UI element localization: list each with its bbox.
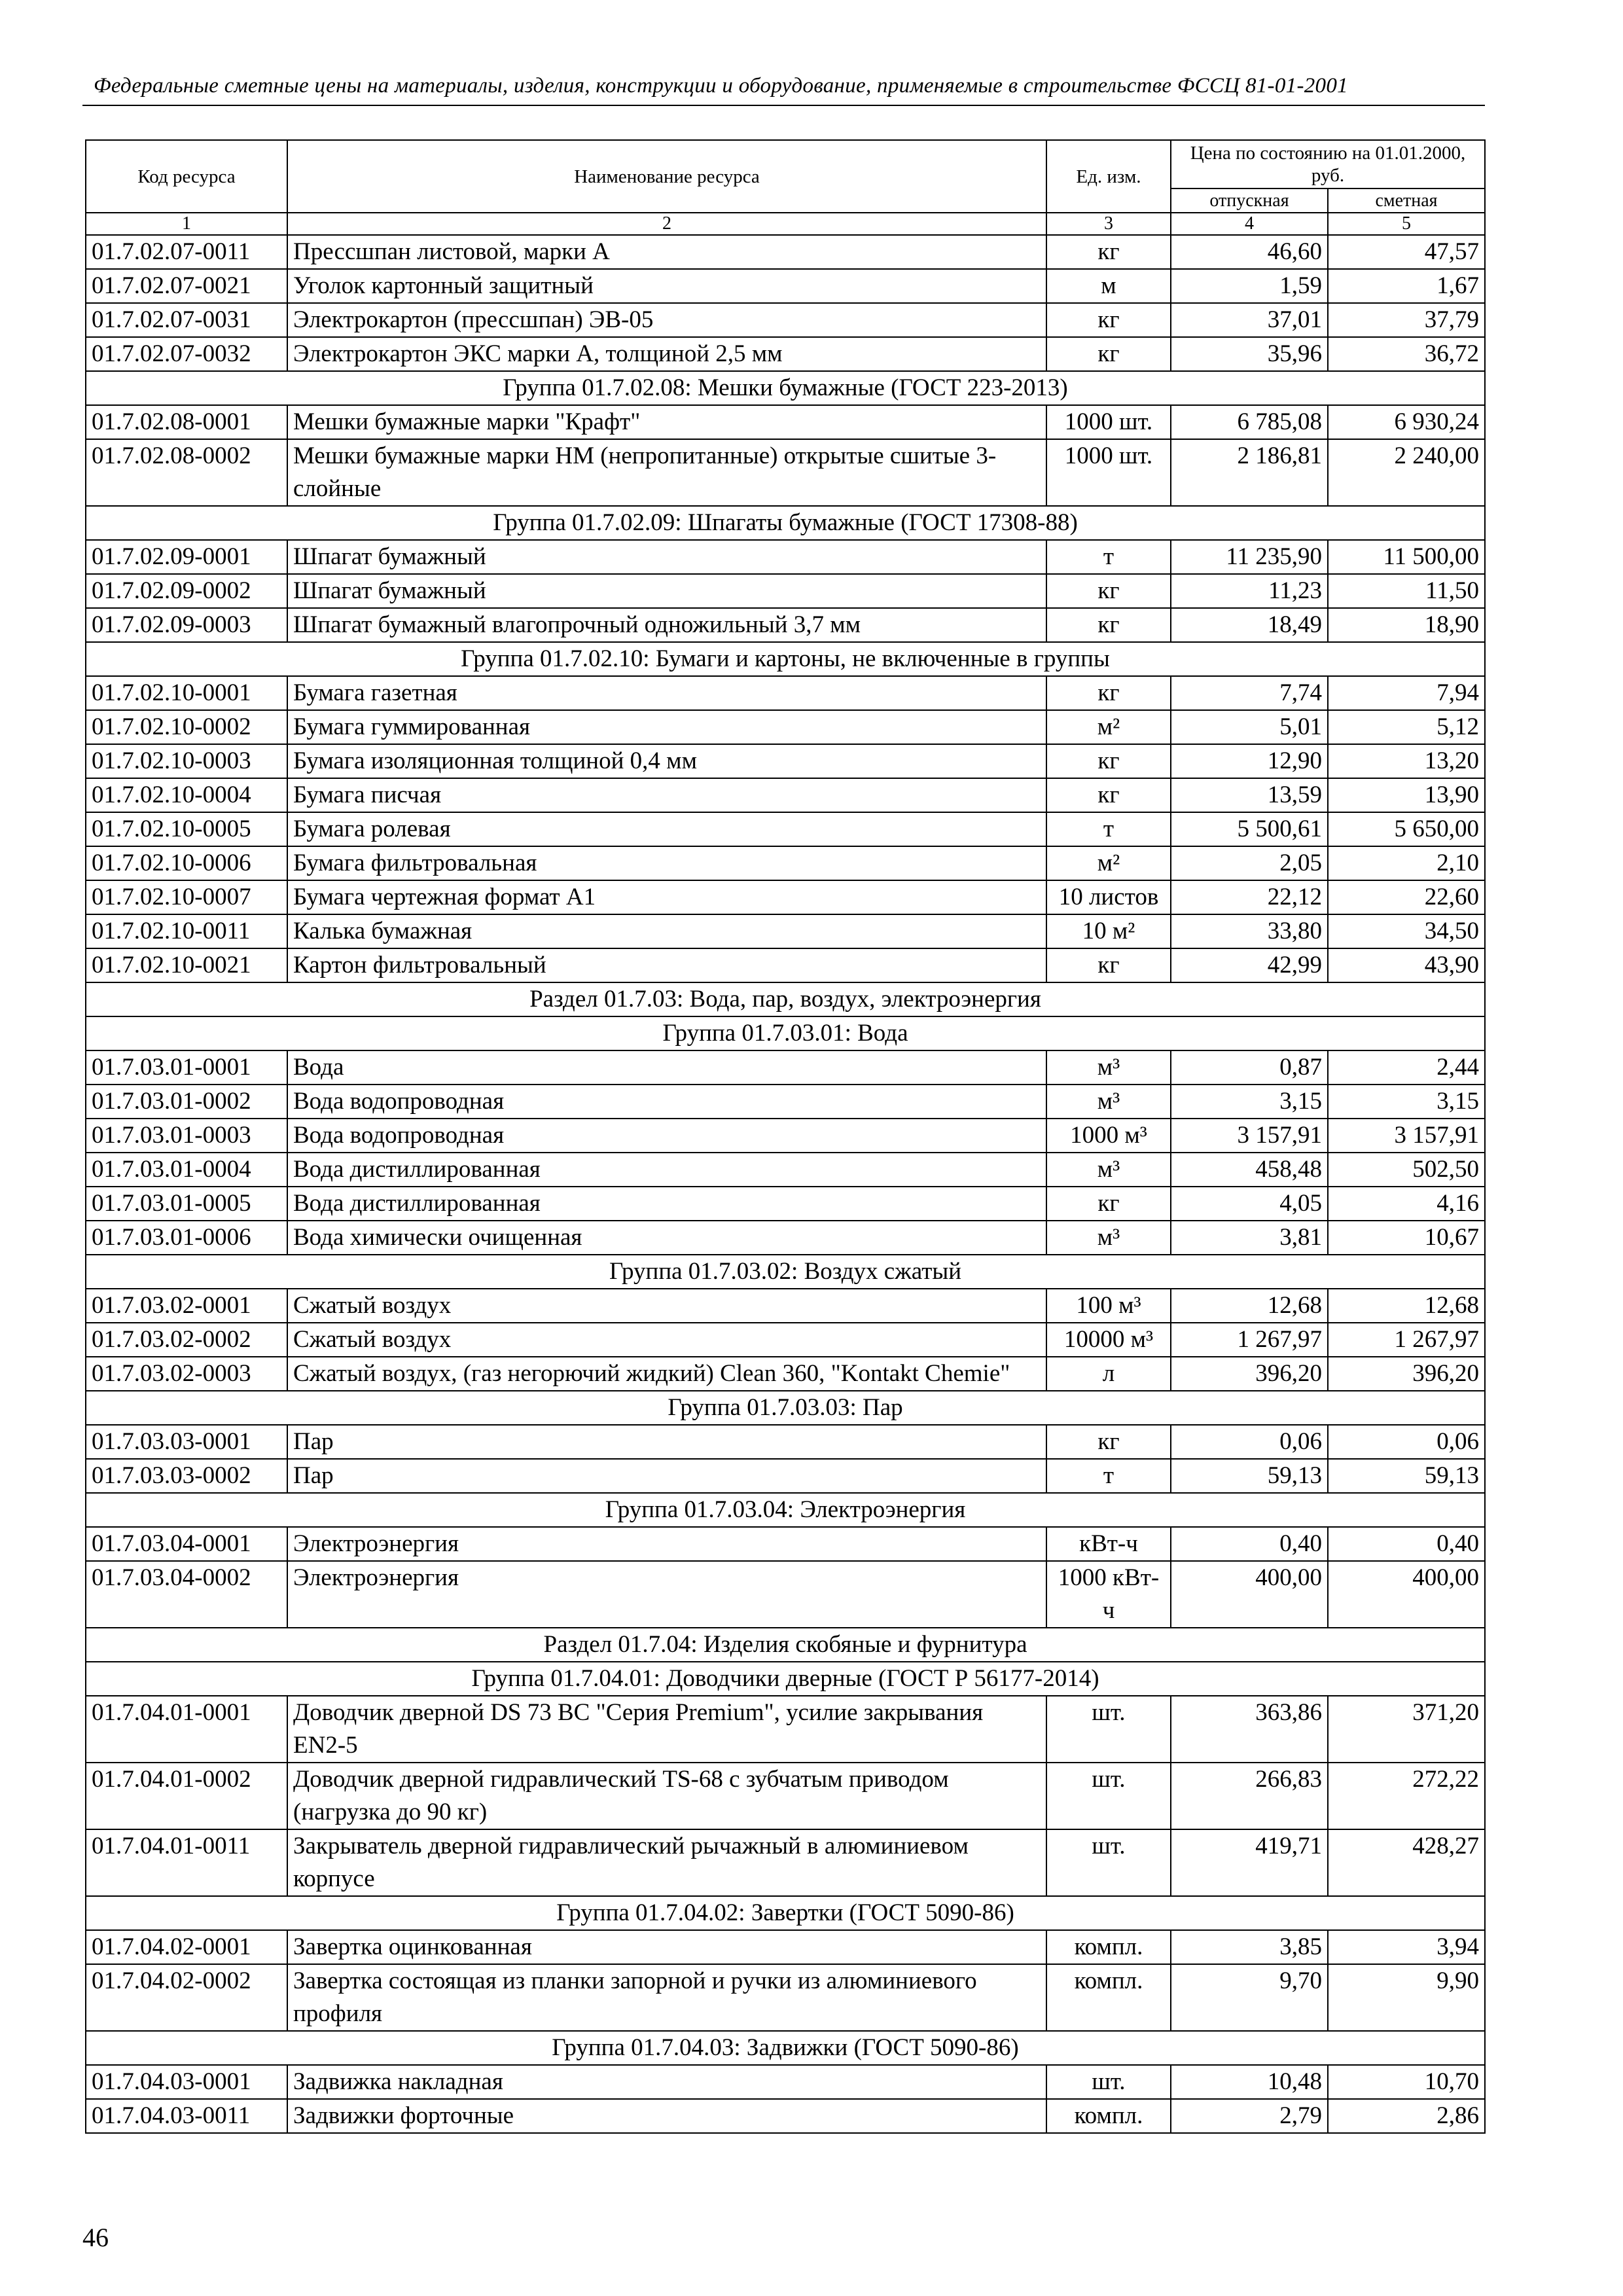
table-row: [86, 1964, 1485, 2031]
cell-name: Вода дистиллированная: [287, 1187, 1046, 1221]
table-row: [86, 1459, 1485, 1493]
cell-unit: м³: [1046, 1050, 1171, 1085]
cell-estimate-price: 2,44: [1328, 1050, 1485, 1085]
table-row: [86, 948, 1485, 982]
table-row: [86, 710, 1485, 744]
cell-code: 01.7.02.10-0011: [86, 914, 287, 948]
group-row: [86, 1255, 1485, 1289]
section-title: Раздел 01.7.03: Вода, пар, воздух, электроэнергия: [86, 982, 1485, 1016]
table-row: [86, 2065, 1485, 2099]
cell-unit: 1000 шт.: [1046, 405, 1171, 439]
cell-release-price: 0,40: [1171, 1527, 1328, 1561]
running-header: Федеральные сметные цены на материалы, изделия, конструкции и оборудование, применяемые в строительстве ФССЦ 81-01-2001: [94, 74, 1348, 98]
cell-estimate-price: 10,70: [1328, 2065, 1485, 2099]
cell-release-price: 37,01: [1171, 303, 1328, 337]
cell-release-price: 0,87: [1171, 1050, 1328, 1085]
header-rule: [82, 105, 1485, 106]
cell-unit: м: [1046, 269, 1171, 303]
cell-estimate-price: 502,50: [1328, 1153, 1485, 1187]
table-row: [86, 744, 1485, 778]
cell-release-price: 7,74: [1171, 676, 1328, 710]
cell-name: Доводчик дверной гидравлический TS-68 с зубчатым приводом (нагрузка до 90 кг): [287, 1763, 1046, 1829]
cell-release-price: 400,00: [1171, 1561, 1328, 1628]
cell-release-price: 11,23: [1171, 574, 1328, 608]
cell-name: Пар: [287, 1459, 1046, 1493]
cell-name: Задвижка накладная: [287, 2065, 1046, 2099]
group-title: Группа 01.7.03.04: Электроэнергия: [86, 1493, 1485, 1527]
cell-code: 01.7.03.03-0001: [86, 1425, 287, 1459]
table-row: [86, 540, 1485, 574]
cell-unit: м²: [1046, 846, 1171, 880]
cell-name: Мешки бумажные марки НМ (непропитанные) открытые сшитые 3-слойные: [287, 439, 1046, 506]
cell-code: 01.7.02.08-0002: [86, 439, 287, 506]
cell-code: 01.7.04.01-0002: [86, 1763, 287, 1829]
cell-name: Бумага писчая: [287, 778, 1046, 812]
column-number: 5: [1328, 213, 1485, 235]
table-row: [86, 1050, 1485, 1085]
cell-estimate-price: 4,16: [1328, 1187, 1485, 1221]
cell-name: Бумага гуммированная: [287, 710, 1046, 744]
cell-release-price: 22,12: [1171, 880, 1328, 914]
group-row: [86, 1391, 1485, 1425]
cell-code: 01.7.02.09-0003: [86, 608, 287, 642]
cell-release-price: 419,71: [1171, 1829, 1328, 1896]
group-row: [86, 1016, 1485, 1050]
cell-estimate-price: 400,00: [1328, 1561, 1485, 1628]
cell-code: 01.7.03.02-0003: [86, 1357, 287, 1391]
table-row: [86, 235, 1485, 269]
table-row: [86, 880, 1485, 914]
header-code: Код ресурса: [86, 140, 287, 213]
cell-code: 01.7.04.03-0001: [86, 2065, 287, 2099]
cell-release-price: 33,80: [1171, 914, 1328, 948]
cell-unit: кг: [1046, 574, 1171, 608]
cell-name: Калька бумажная: [287, 914, 1046, 948]
cell-unit: компл.: [1046, 1930, 1171, 1964]
group-row: [86, 1896, 1485, 1930]
cell-unit: кг: [1046, 948, 1171, 982]
group-title: Группа 01.7.02.08: Мешки бумажные (ГОСТ 223-2013): [86, 371, 1485, 405]
table-row: [86, 303, 1485, 337]
column-number: 4: [1171, 213, 1328, 235]
group-title: Группа 01.7.02.10: Бумаги и картоны, не включенные в группы: [86, 642, 1485, 676]
cell-release-price: 3 157,91: [1171, 1119, 1328, 1153]
group-row: [86, 371, 1485, 405]
cell-estimate-price: 13,90: [1328, 778, 1485, 812]
cell-estimate-price: 3,15: [1328, 1085, 1485, 1119]
header-price: Цена по состоянию на 01.01.2000, руб.: [1171, 140, 1485, 188]
table-row: [86, 1085, 1485, 1119]
cell-code: 01.7.02.10-0006: [86, 846, 287, 880]
cell-estimate-price: 3 157,91: [1328, 1119, 1485, 1153]
table-row: [86, 269, 1485, 303]
table-row: [86, 846, 1485, 880]
table-row: [86, 1153, 1485, 1187]
cell-unit: кг: [1046, 608, 1171, 642]
cell-unit: кг: [1046, 303, 1171, 337]
cell-name: Завертка состоящая из планки запорной и ручки из алюминиевого профиля: [287, 1964, 1046, 2031]
cell-estimate-price: 12,68: [1328, 1289, 1485, 1323]
table-row: [86, 914, 1485, 948]
cell-unit: кг: [1046, 778, 1171, 812]
cell-code: 01.7.02.09-0002: [86, 574, 287, 608]
cell-estimate-price: 272,22: [1328, 1763, 1485, 1829]
cell-name: Бумага ролевая: [287, 812, 1046, 846]
cell-estimate-price: 18,90: [1328, 608, 1485, 642]
table-row: [86, 1696, 1485, 1763]
cell-release-price: 13,59: [1171, 778, 1328, 812]
table-row: [86, 778, 1485, 812]
cell-unit: кг: [1046, 1187, 1171, 1221]
cell-unit: 1000 м³: [1046, 1119, 1171, 1153]
cell-release-price: 42,99: [1171, 948, 1328, 982]
cell-release-price: 363,86: [1171, 1696, 1328, 1763]
cell-name: Задвижки форточные: [287, 2099, 1046, 2133]
cell-estimate-price: 5,12: [1328, 710, 1485, 744]
table-header: [86, 140, 1485, 235]
cell-code: 01.7.03.01-0005: [86, 1187, 287, 1221]
cell-code: 01.7.03.01-0002: [86, 1085, 287, 1119]
cell-estimate-price: 1 267,97: [1328, 1323, 1485, 1357]
cell-unit: л: [1046, 1357, 1171, 1391]
cell-estimate-price: 0,40: [1328, 1527, 1485, 1561]
cell-unit: 10 м²: [1046, 914, 1171, 948]
table-row: [86, 574, 1485, 608]
cell-name: Вода водопроводная: [287, 1119, 1046, 1153]
group-title: Группа 01.7.04.03: Задвижки (ГОСТ 5090-86): [86, 2031, 1485, 2065]
table-row: [86, 405, 1485, 439]
cell-code: 01.7.04.01-0001: [86, 1696, 287, 1763]
cell-estimate-price: 10,67: [1328, 1221, 1485, 1255]
cell-unit: шт.: [1046, 1696, 1171, 1763]
group-row: [86, 642, 1485, 676]
cell-unit: т: [1046, 812, 1171, 846]
cell-estimate-price: 7,94: [1328, 676, 1485, 710]
cell-name: Электрокартон ЭКС марки А, толщиной 2,5 мм: [287, 337, 1046, 371]
cell-name: Шпагат бумажный: [287, 540, 1046, 574]
cell-estimate-price: 0,06: [1328, 1425, 1485, 1459]
cell-estimate-price: 36,72: [1328, 337, 1485, 371]
group-title: Группа 01.7.03.02: Воздух сжатый: [86, 1255, 1485, 1289]
cell-unit: 100 м³: [1046, 1289, 1171, 1323]
cell-unit: компл.: [1046, 1964, 1171, 2031]
cell-release-price: 2 186,81: [1171, 439, 1328, 506]
table-row: [86, 1829, 1485, 1896]
cell-release-price: 3,85: [1171, 1930, 1328, 1964]
cell-unit: т: [1046, 540, 1171, 574]
cell-name: Бумага газетная: [287, 676, 1046, 710]
cell-release-price: 59,13: [1171, 1459, 1328, 1493]
cell-unit: м³: [1046, 1085, 1171, 1119]
cell-code: 01.7.03.01-0006: [86, 1221, 287, 1255]
cell-name: Картон фильтровальный: [287, 948, 1046, 982]
cell-release-price: 0,06: [1171, 1425, 1328, 1459]
cell-code: 01.7.03.01-0003: [86, 1119, 287, 1153]
cell-code: 01.7.02.10-0001: [86, 676, 287, 710]
cell-name: Бумага чертежная формат А1: [287, 880, 1046, 914]
cell-estimate-price: 6 930,24: [1328, 405, 1485, 439]
cell-unit: 10 листов: [1046, 880, 1171, 914]
cell-release-price: 1 267,97: [1171, 1323, 1328, 1357]
cell-release-price: 10,48: [1171, 2065, 1328, 2099]
cell-unit: 1000 шт.: [1046, 439, 1171, 506]
cell-code: 01.7.02.10-0007: [86, 880, 287, 914]
cell-code: 01.7.04.03-0011: [86, 2099, 287, 2133]
cell-unit: кг: [1046, 744, 1171, 778]
cell-code: 01.7.02.10-0002: [86, 710, 287, 744]
cell-estimate-price: 5 650,00: [1328, 812, 1485, 846]
cell-name: Сжатый воздух: [287, 1323, 1046, 1357]
table-row: [86, 1323, 1485, 1357]
group-row: [86, 506, 1485, 540]
group-title: Группа 01.7.03.03: Пар: [86, 1391, 1485, 1425]
table-row: [86, 812, 1485, 846]
table-row: [86, 439, 1485, 506]
cell-release-price: 5 500,61: [1171, 812, 1328, 846]
cell-code: 01.7.02.10-0004: [86, 778, 287, 812]
cell-code: 01.7.04.02-0001: [86, 1930, 287, 1964]
table-row: [86, 608, 1485, 642]
cell-release-price: 396,20: [1171, 1357, 1328, 1391]
cell-release-price: 3,81: [1171, 1221, 1328, 1255]
cell-name: Уголок картонный защитный: [287, 269, 1046, 303]
cell-release-price: 5,01: [1171, 710, 1328, 744]
table-row: [86, 1425, 1485, 1459]
cell-estimate-price: 47,57: [1328, 235, 1485, 269]
cell-estimate-price: 11 500,00: [1328, 540, 1485, 574]
cell-estimate-price: 37,79: [1328, 303, 1485, 337]
cell-name: Бумага изоляционная толщиной 0,4 мм: [287, 744, 1046, 778]
column-number: 2: [287, 213, 1046, 235]
cell-unit: т: [1046, 1459, 1171, 1493]
cell-estimate-price: 2,86: [1328, 2099, 1485, 2133]
section-title: Раздел 01.7.04: Изделия скобяные и фурнитура: [86, 1628, 1485, 1662]
cell-name: Сжатый воздух, (газ негорючий жидкий) Clean 360, "Kontakt Chemie": [287, 1357, 1046, 1391]
cell-code: 01.7.03.02-0001: [86, 1289, 287, 1323]
cell-estimate-price: 22,60: [1328, 880, 1485, 914]
table-row: [86, 1930, 1485, 1964]
cell-code: 01.7.02.08-0001: [86, 405, 287, 439]
group-row: [86, 2031, 1485, 2065]
cell-unit: кг: [1046, 1425, 1171, 1459]
group-title: Группа 01.7.04.02: Завертки (ГОСТ 5090-86): [86, 1896, 1485, 1930]
cell-unit: кВт-ч: [1046, 1527, 1171, 1561]
column-number: 1: [86, 213, 287, 235]
table-row: [86, 1221, 1485, 1255]
cell-estimate-price: 2,10: [1328, 846, 1485, 880]
cell-name: Вода водопроводная: [287, 1085, 1046, 1119]
section-row: [86, 982, 1485, 1016]
table-row: [86, 337, 1485, 371]
table-row: [86, 1561, 1485, 1628]
cell-release-price: 266,83: [1171, 1763, 1328, 1829]
cell-estimate-price: 59,13: [1328, 1459, 1485, 1493]
cell-release-price: 46,60: [1171, 235, 1328, 269]
header-unit: Ед. изм.: [1046, 140, 1171, 213]
cell-code: 01.7.03.01-0004: [86, 1153, 287, 1187]
cell-estimate-price: 11,50: [1328, 574, 1485, 608]
cell-unit: м³: [1046, 1153, 1171, 1187]
cell-unit: компл.: [1046, 2099, 1171, 2133]
header-release-price: отпускная: [1171, 188, 1328, 213]
cell-release-price: 18,49: [1171, 608, 1328, 642]
cell-name: Закрыватель дверной гидравлический рычажный в алюминиевом корпусе: [287, 1829, 1046, 1896]
cell-release-price: 2,05: [1171, 846, 1328, 880]
cell-estimate-price: 428,27: [1328, 1829, 1485, 1896]
cell-name: Шпагат бумажный: [287, 574, 1046, 608]
cell-name: Вода дистиллированная: [287, 1153, 1046, 1187]
cell-name: Электроэнергия: [287, 1561, 1046, 1628]
cell-unit: 1000 кВт-ч: [1046, 1561, 1171, 1628]
cell-release-price: 12,68: [1171, 1289, 1328, 1323]
cell-release-price: 35,96: [1171, 337, 1328, 371]
cell-name: Электроэнергия: [287, 1527, 1046, 1561]
cell-estimate-price: 3,94: [1328, 1930, 1485, 1964]
group-row: [86, 1662, 1485, 1696]
cell-name: Электрокартон (прессшпан) ЭВ-05: [287, 303, 1046, 337]
table-body: [86, 235, 1485, 2133]
cell-release-price: 12,90: [1171, 744, 1328, 778]
cell-release-price: 4,05: [1171, 1187, 1328, 1221]
cell-code: 01.7.03.04-0002: [86, 1561, 287, 1628]
cell-name: Мешки бумажные марки "Крафт": [287, 405, 1046, 439]
cell-release-price: 3,15: [1171, 1085, 1328, 1119]
cell-estimate-price: 2 240,00: [1328, 439, 1485, 506]
page-number: 46: [82, 2223, 109, 2252]
cell-unit: шт.: [1046, 1829, 1171, 1896]
cell-code: 01.7.03.02-0002: [86, 1323, 287, 1357]
cell-code: 01.7.02.10-0021: [86, 948, 287, 982]
cell-code: 01.7.02.09-0001: [86, 540, 287, 574]
cell-unit: шт.: [1046, 2065, 1171, 2099]
cell-code: 01.7.02.07-0021: [86, 269, 287, 303]
cell-release-price: 11 235,90: [1171, 540, 1328, 574]
cell-release-price: 2,79: [1171, 2099, 1328, 2133]
cell-estimate-price: 43,90: [1328, 948, 1485, 982]
group-title: Группа 01.7.02.09: Шпагаты бумажные (ГОСТ 17308-88): [86, 506, 1485, 540]
cell-name: Бумага фильтровальная: [287, 846, 1046, 880]
cell-code: 01.7.02.07-0011: [86, 235, 287, 269]
cell-name: Вода: [287, 1050, 1046, 1085]
cell-code: 01.7.03.04-0001: [86, 1527, 287, 1561]
cell-unit: м²: [1046, 710, 1171, 744]
column-number: 3: [1046, 213, 1171, 235]
cell-unit: 10000 м³: [1046, 1323, 1171, 1357]
table-row: [86, 1119, 1485, 1153]
section-row: [86, 1628, 1485, 1662]
table-row: [86, 1357, 1485, 1391]
cell-unit: м³: [1046, 1221, 1171, 1255]
cell-unit: кг: [1046, 676, 1171, 710]
table-row: [86, 1187, 1485, 1221]
cell-name: Шпагат бумажный влагопрочный одножильный 3,7 мм: [287, 608, 1046, 642]
cell-estimate-price: 396,20: [1328, 1357, 1485, 1391]
cell-name: Сжатый воздух: [287, 1289, 1046, 1323]
cell-release-price: 458,48: [1171, 1153, 1328, 1187]
header-estimate-price: сметная: [1328, 188, 1485, 213]
cell-code: 01.7.02.10-0005: [86, 812, 287, 846]
table-row: [86, 1763, 1485, 1829]
price-table: [85, 139, 1486, 2134]
cell-unit: кг: [1046, 235, 1171, 269]
cell-estimate-price: 9,90: [1328, 1964, 1485, 2031]
cell-code: 01.7.04.01-0011: [86, 1829, 287, 1896]
group-title: Группа 01.7.04.01: Доводчики дверные (ГОСТ Р 56177-2014): [86, 1662, 1485, 1696]
cell-code: 01.7.02.10-0003: [86, 744, 287, 778]
cell-code: 01.7.03.01-0001: [86, 1050, 287, 1085]
table-row: [86, 676, 1485, 710]
cell-name: Пар: [287, 1425, 1046, 1459]
cell-estimate-price: 34,50: [1328, 914, 1485, 948]
cell-unit: кг: [1046, 337, 1171, 371]
group-row: [86, 1493, 1485, 1527]
table-row: [86, 2099, 1485, 2133]
table-row: [86, 1289, 1485, 1323]
cell-unit: шт.: [1046, 1763, 1171, 1829]
cell-code: 01.7.02.07-0032: [86, 337, 287, 371]
cell-release-price: 9,70: [1171, 1964, 1328, 2031]
cell-estimate-price: 1,67: [1328, 269, 1485, 303]
table-row: [86, 1527, 1485, 1561]
cell-release-price: 6 785,08: [1171, 405, 1328, 439]
cell-code: 01.7.03.03-0002: [86, 1459, 287, 1493]
cell-code: 01.7.02.07-0031: [86, 303, 287, 337]
cell-estimate-price: 371,20: [1328, 1696, 1485, 1763]
cell-name: Прессшпан листовой, марки А: [287, 235, 1046, 269]
cell-name: Доводчик дверной DS 73 BC "Серия Premium", усилие закрывания EN2-5: [287, 1696, 1046, 1763]
group-title: Группа 01.7.03.01: Вода: [86, 1016, 1485, 1050]
cell-name: Вода химически очищенная: [287, 1221, 1046, 1255]
cell-release-price: 1,59: [1171, 269, 1328, 303]
cell-name: Завертка оцинкованная: [287, 1930, 1046, 1964]
cell-code: 01.7.04.02-0002: [86, 1964, 287, 2031]
cell-estimate-price: 13,20: [1328, 744, 1485, 778]
header-name: Наименование ресурса: [287, 140, 1046, 213]
